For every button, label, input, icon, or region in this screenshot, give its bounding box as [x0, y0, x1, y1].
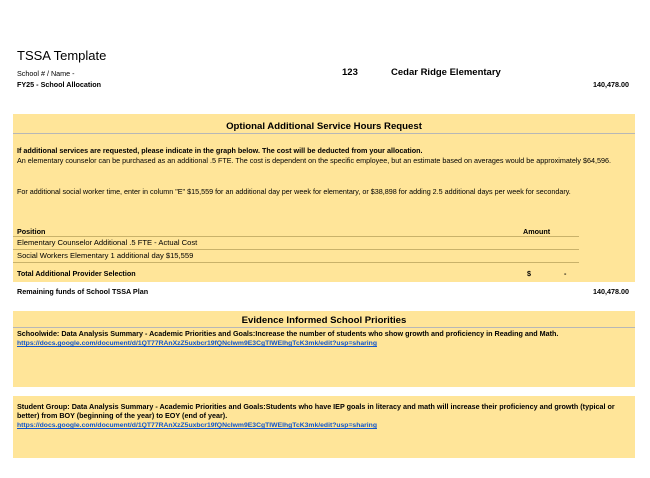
- schoolwide-priority: Schoolwide: Data Analysis Summary - Academic Priorities and Goals:Increase the number of students who show growth and proficiency in Reading and Math.: [17, 329, 559, 338]
- total-currency: $: [527, 269, 531, 278]
- column-amount: Amount: [523, 227, 551, 236]
- school-name: Cedar Ridge Elementary: [391, 67, 501, 78]
- page-title: TSSA Template: [17, 48, 107, 63]
- counselor-note: An elementary counselor can be purchased as an additional .5 FTE. The cost is dependent on the specific employee, but an estimate based on averages would be approximately $64,596.: [17, 156, 612, 165]
- allocation-value: 140,478.00: [593, 80, 629, 89]
- school-number: 123: [342, 67, 358, 78]
- schoolwide-doc-link[interactable]: https://docs.google.com/document/d/1QT77RAnXzZ5uxbcr19fQNclwm9E3CgTIWElhgTcK3mk/edit?usp=sharing: [17, 340, 377, 347]
- student-group-priority: Student Group: Data Analysis Summary - Academic Priorities and Goals:Students who have IEP goals in literacy and math will increase their proficiency and growth (typical or better) from BOY (beginning of the year) to EOY (end of year).: [17, 402, 615, 420]
- row-line: [13, 262, 579, 263]
- optional-services-heading: Optional Additional Service Hours Request: [226, 121, 422, 132]
- student-group-doc-link[interactable]: https://docs.google.com/document/d/1QT77RAnXzZ5uxbcr19fQNclwm9E3CgTIWElhgTcK3mk/edit?usp=sharing: [17, 422, 377, 429]
- table-header-line: [13, 236, 579, 237]
- evidence-heading: Evidence Informed School Priorities: [241, 315, 407, 326]
- column-position: Position: [17, 227, 46, 236]
- table-row: Elementary Counselor Additional .5 FTE - Actual Cost: [17, 238, 198, 247]
- remaining-value: 140,478.00: [593, 287, 629, 296]
- optional-instruction: If additional services are requested, please indicate in the graph below. The cost will be deducted from your allocation.: [17, 146, 423, 155]
- social-worker-note: For additional social worker time, enter in column "E" $15,559 for an additional day per week for elementary, or $38,898 for adding 2.5 additional days per week for secondary.: [17, 187, 571, 196]
- allocation-label: FY25 - School Allocation: [17, 80, 101, 89]
- school-label: School # / Name -: [17, 69, 75, 78]
- divider: [13, 327, 635, 328]
- divider: [13, 133, 635, 134]
- remaining-label: Remaining funds of School TSSA Plan: [17, 287, 149, 296]
- total-label: Total Additional Provider Selection: [17, 269, 136, 278]
- total-value: -: [564, 269, 567, 278]
- row-line: [13, 249, 579, 250]
- table-row: Social Workers Elementary 1 additional day $15,559: [17, 251, 194, 260]
